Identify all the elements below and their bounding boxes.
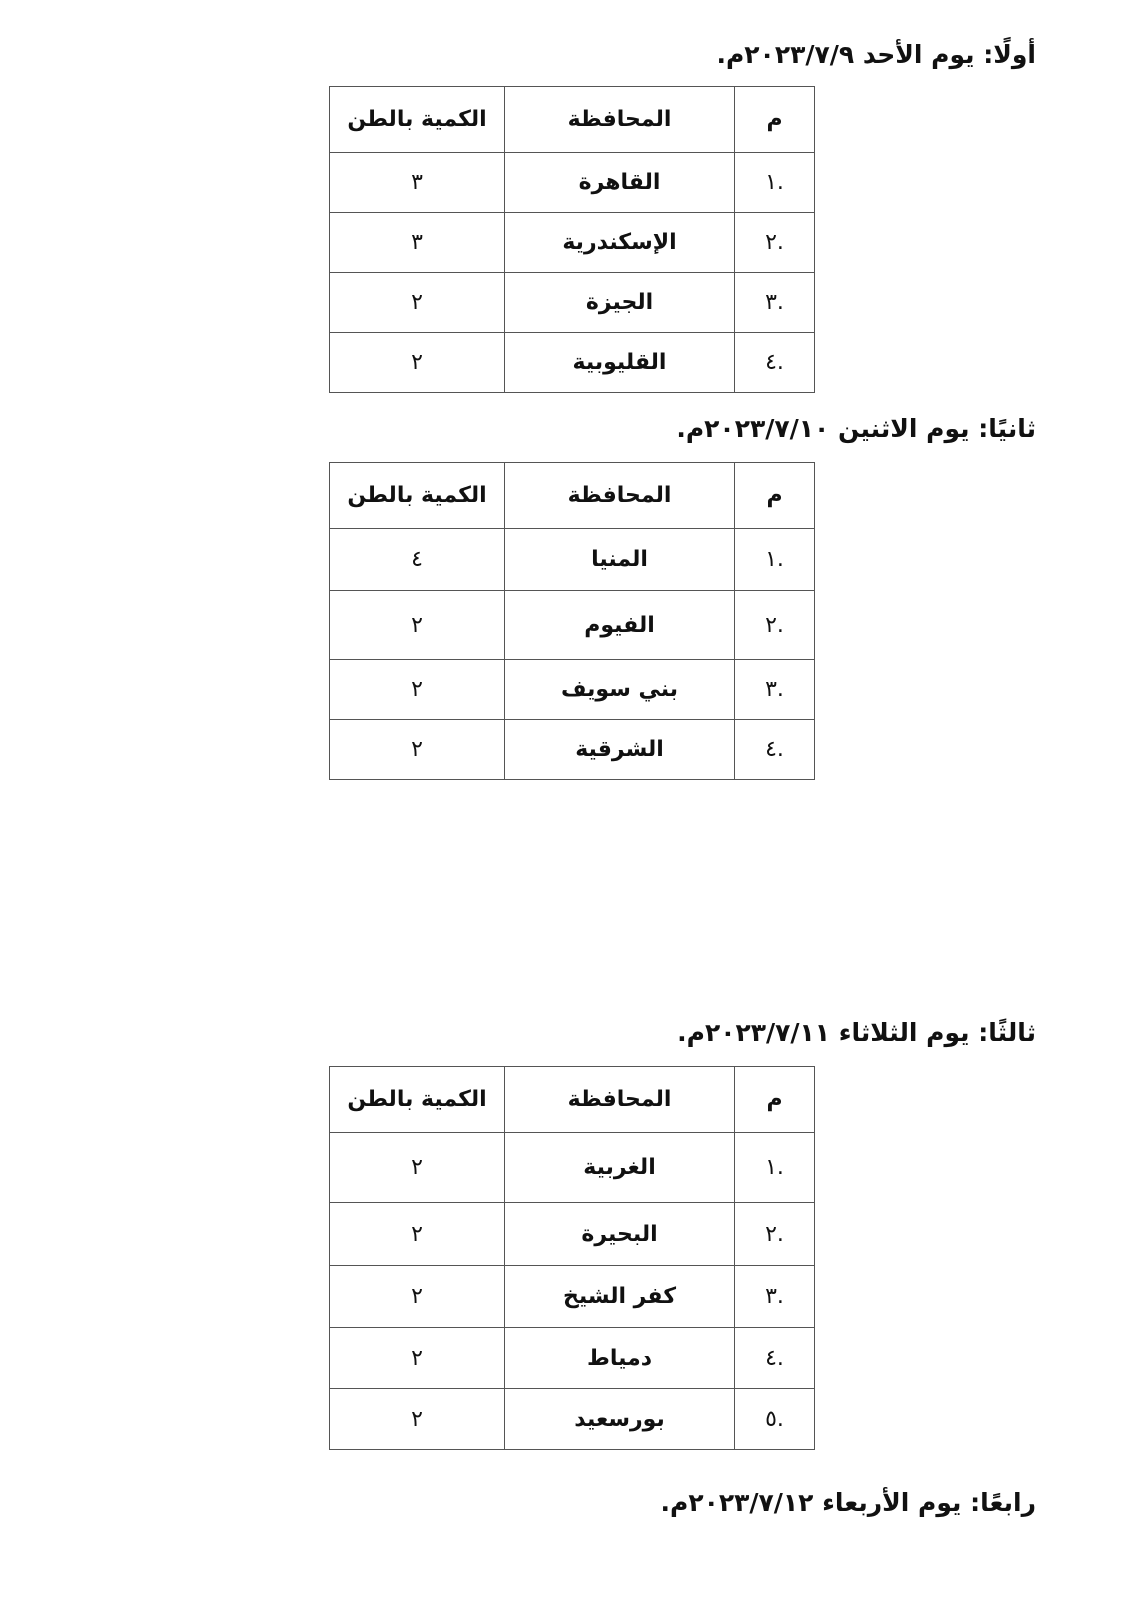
row-quantity: ٢ (330, 273, 505, 333)
table-row (330, 213, 815, 273)
header-governorate: المحافظة (505, 1067, 735, 1133)
row-num: .٤ (735, 1328, 815, 1389)
row-num: .٣ (735, 273, 815, 333)
table-row (330, 660, 815, 720)
section-3-day-date: يوم الثلاثاء ٢٠٢٣/٧/١١م. (677, 1018, 979, 1047)
row-governorate: الشرقية (505, 720, 735, 780)
table-row (330, 529, 815, 591)
row-quantity: ٤ (330, 529, 505, 591)
row-quantity: ٣ (330, 213, 505, 273)
row-num: .١ (735, 153, 815, 213)
section-3-ordinal: ثالثًا: (978, 1018, 1036, 1047)
table-row (330, 1133, 815, 1203)
row-num: .٣ (735, 1266, 815, 1328)
section-2-ordinal: ثانيًا: (978, 414, 1036, 443)
section-2-table (329, 462, 815, 780)
row-num: .١ (735, 1133, 815, 1203)
header-num: م (735, 1067, 815, 1133)
section-1-day-date: يوم الأحد ٢٠٢٣/٧/٩م. (716, 40, 984, 69)
row-governorate: الجيزة (505, 273, 735, 333)
row-quantity: ٢ (330, 1328, 505, 1389)
row-quantity: ٢ (330, 1389, 505, 1450)
row-num: .٤ (735, 333, 815, 393)
table-header-row (330, 463, 815, 529)
row-governorate: الإسكندرية (505, 213, 735, 273)
row-governorate: دمياط (505, 1328, 735, 1389)
row-governorate: القاهرة (505, 153, 735, 213)
row-num: .١ (735, 529, 815, 591)
section-2-title (676, 414, 1036, 443)
row-num: .٢ (735, 591, 815, 660)
row-governorate: بورسعيد (505, 1389, 735, 1450)
row-quantity: ٢ (330, 660, 505, 720)
row-num: .٢ (735, 1203, 815, 1266)
header-quantity: الكمية بالطن (330, 87, 505, 153)
row-quantity: ٢ (330, 333, 505, 393)
table-row (330, 1266, 815, 1328)
header-num: م (735, 87, 815, 153)
row-num: .٥ (735, 1389, 815, 1450)
header-governorate: المحافظة (505, 463, 735, 529)
row-governorate: الغربية (505, 1133, 735, 1203)
table-header-row (330, 87, 815, 153)
section-2-day-date: يوم الاثنين ٢٠٢٣/٧/١٠م. (676, 414, 979, 443)
table-row (330, 153, 815, 213)
row-num: .٢ (735, 213, 815, 273)
row-num: .٣ (735, 660, 815, 720)
header-quantity: الكمية بالطن (330, 1067, 505, 1133)
section-4-title (660, 1488, 1036, 1517)
table-row (330, 1389, 815, 1450)
section-4-ordinal: رابعًا: (970, 1488, 1036, 1517)
row-governorate: القليوبية (505, 333, 735, 393)
row-quantity: ٢ (330, 591, 505, 660)
table-row (330, 1328, 815, 1389)
table-header-row (330, 1067, 815, 1133)
row-quantity: ٢ (330, 1203, 505, 1266)
row-governorate: كفر الشيخ (505, 1266, 735, 1328)
section-1-ordinal: أولًا: (983, 40, 1036, 69)
table-row (330, 720, 815, 780)
table-row (330, 273, 815, 333)
table-row (330, 333, 815, 393)
section-4-day-date: يوم الأربعاء ٢٠٢٣/٧/١٢م. (660, 1488, 971, 1517)
section-3-title (677, 1018, 1036, 1047)
row-num: .٤ (735, 720, 815, 780)
table-row (330, 591, 815, 660)
header-quantity: الكمية بالطن (330, 463, 505, 529)
row-quantity: ٢ (330, 720, 505, 780)
row-governorate: البحيرة (505, 1203, 735, 1266)
row-quantity: ٢ (330, 1266, 505, 1328)
section-1-title (716, 40, 1036, 69)
section-3-table (329, 1066, 815, 1450)
header-governorate: المحافظة (505, 87, 735, 153)
row-quantity: ٢ (330, 1133, 505, 1203)
header-num: م (735, 463, 815, 529)
section-1-table (329, 86, 815, 393)
table-row (330, 1203, 815, 1266)
row-governorate: المنيا (505, 529, 735, 591)
row-governorate: بني سويف (505, 660, 735, 720)
row-quantity: ٣ (330, 153, 505, 213)
row-governorate: الفيوم (505, 591, 735, 660)
